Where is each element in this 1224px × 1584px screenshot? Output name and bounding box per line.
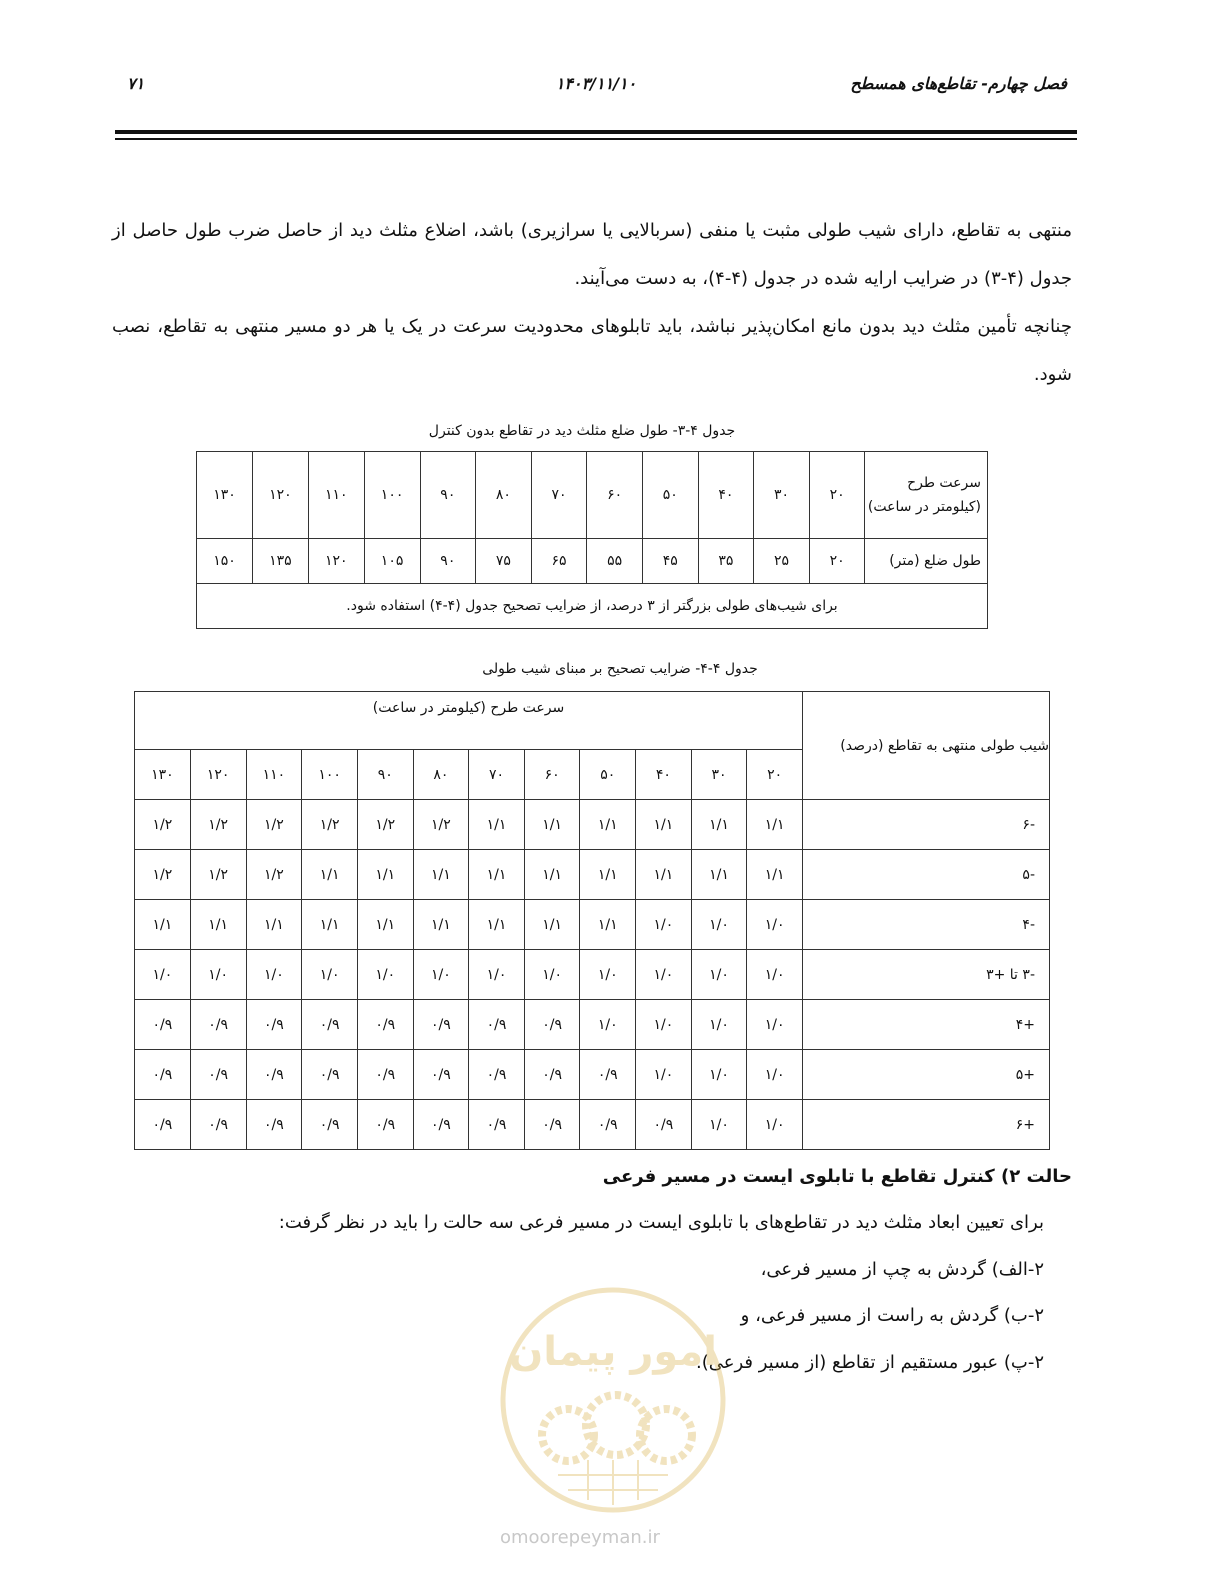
table-cell: ۱/۲ [190,800,246,850]
table-cell: ۰/۹ [246,1050,302,1100]
table-cell: ۱/۰ [747,1000,803,1050]
speed-header-cell: ۵۰ [580,750,636,800]
table-cell: ۰/۹ [469,1050,525,1100]
grade-label: +۵ [802,1050,1049,1100]
table-cell: ۶۵ [531,539,587,584]
list-item: ۲-ب) گردش به راست از مسیر فرعی، و [740,1305,1044,1326]
watermark-url: omoorepeyman.ir [500,1527,660,1548]
table-cell: ۱/۲ [246,800,302,850]
page-number: ۷۱ [127,74,145,93]
table2-caption: جدول ۴-۴- ضرایب تصحیح بر مبنای شیب طولی [482,661,758,677]
table-cell: ۰/۹ [135,1100,191,1150]
table-grade-correction-factors [134,691,1050,1150]
table-cell: ۰/۹ [190,1000,246,1050]
table-cell: ۱/۰ [524,950,580,1000]
table-cell: ۵۵ [587,539,643,584]
grade-label: -۶ [802,800,1049,850]
table-sight-triangle-length [196,451,988,629]
table-row [197,584,988,629]
table-cell: ۰/۹ [135,1000,191,1050]
table-cell: ۰/۹ [580,1100,636,1150]
header-rule-thick [115,130,1077,134]
table-cell: ۱/۱ [357,850,413,900]
gear-icon [640,1409,692,1461]
table-cell: ۱/۰ [357,950,413,1000]
table-cell: ۰/۹ [636,1100,692,1150]
table-cell: ۱/۱ [636,800,692,850]
table-cell: ۱/۰ [747,1100,803,1150]
speed-header-cell: ۹۰ [357,750,413,800]
table-cell: ۱/۰ [691,1050,747,1100]
table-cell: ۱/۱ [524,900,580,950]
table-cell: ۱/۰ [691,1100,747,1150]
table-cell: ۱۰۰ [364,452,420,539]
table-cell: ۱/۱ [302,900,358,950]
table-cell: ۱/۲ [246,850,302,900]
table-cell: ۱/۰ [580,1000,636,1050]
speed-header-cell: ۱۳۰ [135,750,191,800]
table-cell: ۱/۱ [691,800,747,850]
table-cell: ۷۵ [476,539,532,584]
speed-header-cell: ۸۰ [413,750,469,800]
table-row [135,850,1050,900]
table-cell: ۱/۱ [524,800,580,850]
table-cell: ۰/۹ [580,1050,636,1100]
table-cell: ۱/۲ [413,800,469,850]
grade-label: -۵ [802,850,1049,900]
table-cell: ۱/۰ [580,950,636,1000]
table-row [135,800,1050,850]
watermark-logo-text: امور پیمان [509,1329,717,1375]
table-cell: ۱/۱ [413,900,469,950]
table-cell: ۴۰ [698,452,754,539]
table-cell: ۱/۱ [190,900,246,950]
table-cell: ۰/۹ [302,1050,358,1100]
table-cell: ۰/۹ [357,1000,413,1050]
list-item: ۲-الف) گردش به چپ از مسیر فرعی، [760,1259,1044,1280]
table-cell: ۱/۱ [302,850,358,900]
table-cell: ۱/۱ [469,900,525,950]
header-date: ۱۴۰۳/۱۱/۱۰ [555,74,637,93]
table-cell: ۰/۹ [469,1100,525,1150]
table-cell: ۰/۹ [302,1100,358,1150]
grade-label: +۴ [802,1000,1049,1050]
table-cell: ۱/۱ [469,850,525,900]
header-rule-thin [115,138,1077,140]
table-cell: ۰/۹ [246,1100,302,1150]
table-cell: ۱۲۰ [252,452,308,539]
speed-header-cell: ۷۰ [469,750,525,800]
list-item: ۲-پ) عبور مستقیم از تقاطع (از مسیر فرعی). [696,1352,1044,1373]
table-cell: ۰/۹ [246,1000,302,1050]
table1-caption: جدول ۴-۳- طول ضلع مثلث دید در تقاطع بدون کنترل [428,423,736,439]
table-cell: ۱/۱ [747,850,803,900]
table1-note: برای شیب‌های طولی بزرگتر از ۳ درصد، از ضرایب تصحیح جدول (۴-۴) استفاده شود. [197,584,988,629]
table-cell: ۰/۹ [190,1100,246,1150]
table-cell: ۰/۹ [524,1000,580,1050]
table-cell: ۱/۱ [524,850,580,900]
table-row [135,1000,1050,1050]
table-cell: ۱/۱ [135,900,191,950]
table-cell: ۱/۰ [246,950,302,1000]
table-cell: ۱/۰ [636,1000,692,1050]
table-cell: ۱/۱ [580,800,636,850]
speed-header-cell: ۴۰ [636,750,692,800]
page-header [115,74,1077,104]
table-cell: ۲۰ [809,452,865,539]
table-cell: ۱/۰ [636,1050,692,1100]
table-cell: ۳۰ [754,452,810,539]
paragraph-1: منتهی به تقاطع، دارای شیب طولی مثبت یا منفی (سربالایی یا سرازیری) باشد، اضلاع مثلث دید از حاصل ضرب طول حاصل از جدول (۴-۳) در ضرایب ارایه شده در جدول (۴-۴)، به دست می‌آیند. [112,220,1072,289]
table-cell: ۰/۹ [302,1000,358,1050]
table-cell: ۲۵ [754,539,810,584]
table-cell: ۴۵ [642,539,698,584]
table-cell: ۰/۹ [413,1100,469,1150]
table-cell: ۲۰ [809,539,865,584]
table-cell: ۱/۱ [413,850,469,900]
table-cell: ۰/۹ [413,1000,469,1050]
corner-label-grade: شیب طولی منتهی به تقاطع (درصد) [802,692,1049,800]
table-cell: ۵۰ [642,452,698,539]
row-label-design-speed: سرعت طرح (کیلومتر در ساعت) [865,452,988,539]
grade-label: -۳ تا +۳ [802,950,1049,1000]
table-cell: ۰/۹ [413,1050,469,1100]
table-cell: ۳۵ [698,539,754,584]
speed-header-cell: ۳۰ [691,750,747,800]
table-cell: ۱/۰ [636,950,692,1000]
table-cell: ۰/۹ [135,1050,191,1100]
table-row [135,900,1050,950]
table-cell: ۱/۰ [190,950,246,1000]
chapter-title: فصل چهارم- تقاطع‌های همسطح [850,74,1067,93]
table-cell: ۱/۲ [302,800,358,850]
table-cell: ۱/۱ [636,850,692,900]
table-row [135,1050,1050,1100]
grade-label: +۶ [802,1100,1049,1150]
speed-header-cell: ۱۲۰ [190,750,246,800]
table-cell: ۸۰ [476,452,532,539]
table-cell: ۷۰ [531,452,587,539]
table-cell: ۱۲۰ [308,539,364,584]
table-row [135,1100,1050,1150]
watermark-logo [498,1285,728,1515]
speed-header-cell: ۱۰۰ [302,750,358,800]
table-cell: ۱/۰ [413,950,469,1000]
table-cell: ۱/۲ [357,800,413,850]
table-cell: ۱۱۰ [308,452,364,539]
table-row [135,950,1050,1000]
table-cell: ۱/۱ [357,900,413,950]
table-cell: ۱۰۵ [364,539,420,584]
table-cell: ۱/۱ [747,800,803,850]
grid-icon [558,1460,668,1505]
table-cell: ۱/۰ [747,900,803,950]
section-heading: حالت ۲) کنترل تقاطع با تابلوی ایست در مسیر فرعی [602,1166,1072,1187]
table-row [135,692,1050,750]
table-cell: ۱/۰ [747,950,803,1000]
table-cell: ۶۰ [587,452,643,539]
table-cell: ۱/۰ [691,950,747,1000]
grade-label: -۴ [802,900,1049,950]
table-cell: ۰/۹ [524,1050,580,1100]
table-cell: ۰/۹ [357,1050,413,1100]
speed-header-cell: ۶۰ [524,750,580,800]
table-cell: ۱۳۵ [252,539,308,584]
speed-header-cell: ۲۰ [747,750,803,800]
table-cell: ۱/۱ [691,850,747,900]
table-cell: ۱/۰ [747,1050,803,1100]
row-label-side-length: طول ضلع (متر) [865,539,988,584]
speed-header-cell: ۱۱۰ [246,750,302,800]
table-cell: ۱/۰ [135,950,191,1000]
table-cell: ۱/۰ [302,950,358,1000]
table-cell: ۱/۱ [580,900,636,950]
section-intro: برای تعیین ابعاد مثلث دید در تقاطع‌های با تابلوی ایست در مسیر فرعی سه حالت را باید در نظر گرفت: [278,1212,1044,1233]
table-cell: ۰/۹ [357,1100,413,1150]
table-cell: ۰/۹ [190,1050,246,1100]
table-cell: ۹۰ [420,539,476,584]
table-cell: ۱/۱ [580,850,636,900]
table-cell: ۱۳۰ [197,452,253,539]
table-cell: ۱/۲ [135,800,191,850]
table-cell: ۱/۰ [469,950,525,1000]
table-cell: ۱۵۰ [197,539,253,584]
paragraph-2: چنانچه تأمین مثلث دید بدون مانع امکان‌پذیر نباشد، باید تابلوهای محدودیت سرعت در یک یا هر دو مسیر منتهی به تقاطع، نصب شود. [112,316,1072,385]
table-cell: ۱/۱ [246,900,302,950]
table-cell: ۱/۰ [691,1000,747,1050]
table-cell: ۱/۲ [190,850,246,900]
table-cell: ۹۰ [420,452,476,539]
table-row [197,452,988,539]
table-row [197,539,988,584]
group-header-design-speed: سرعت طرح (کیلومتر در ساعت) [135,692,803,750]
table-cell: ۱/۰ [636,900,692,950]
table-cell: ۱/۲ [135,850,191,900]
table-cell: ۰/۹ [524,1100,580,1150]
table-cell: ۱/۱ [469,800,525,850]
table-cell: ۱/۰ [691,900,747,950]
table-cell: ۰/۹ [469,1000,525,1050]
